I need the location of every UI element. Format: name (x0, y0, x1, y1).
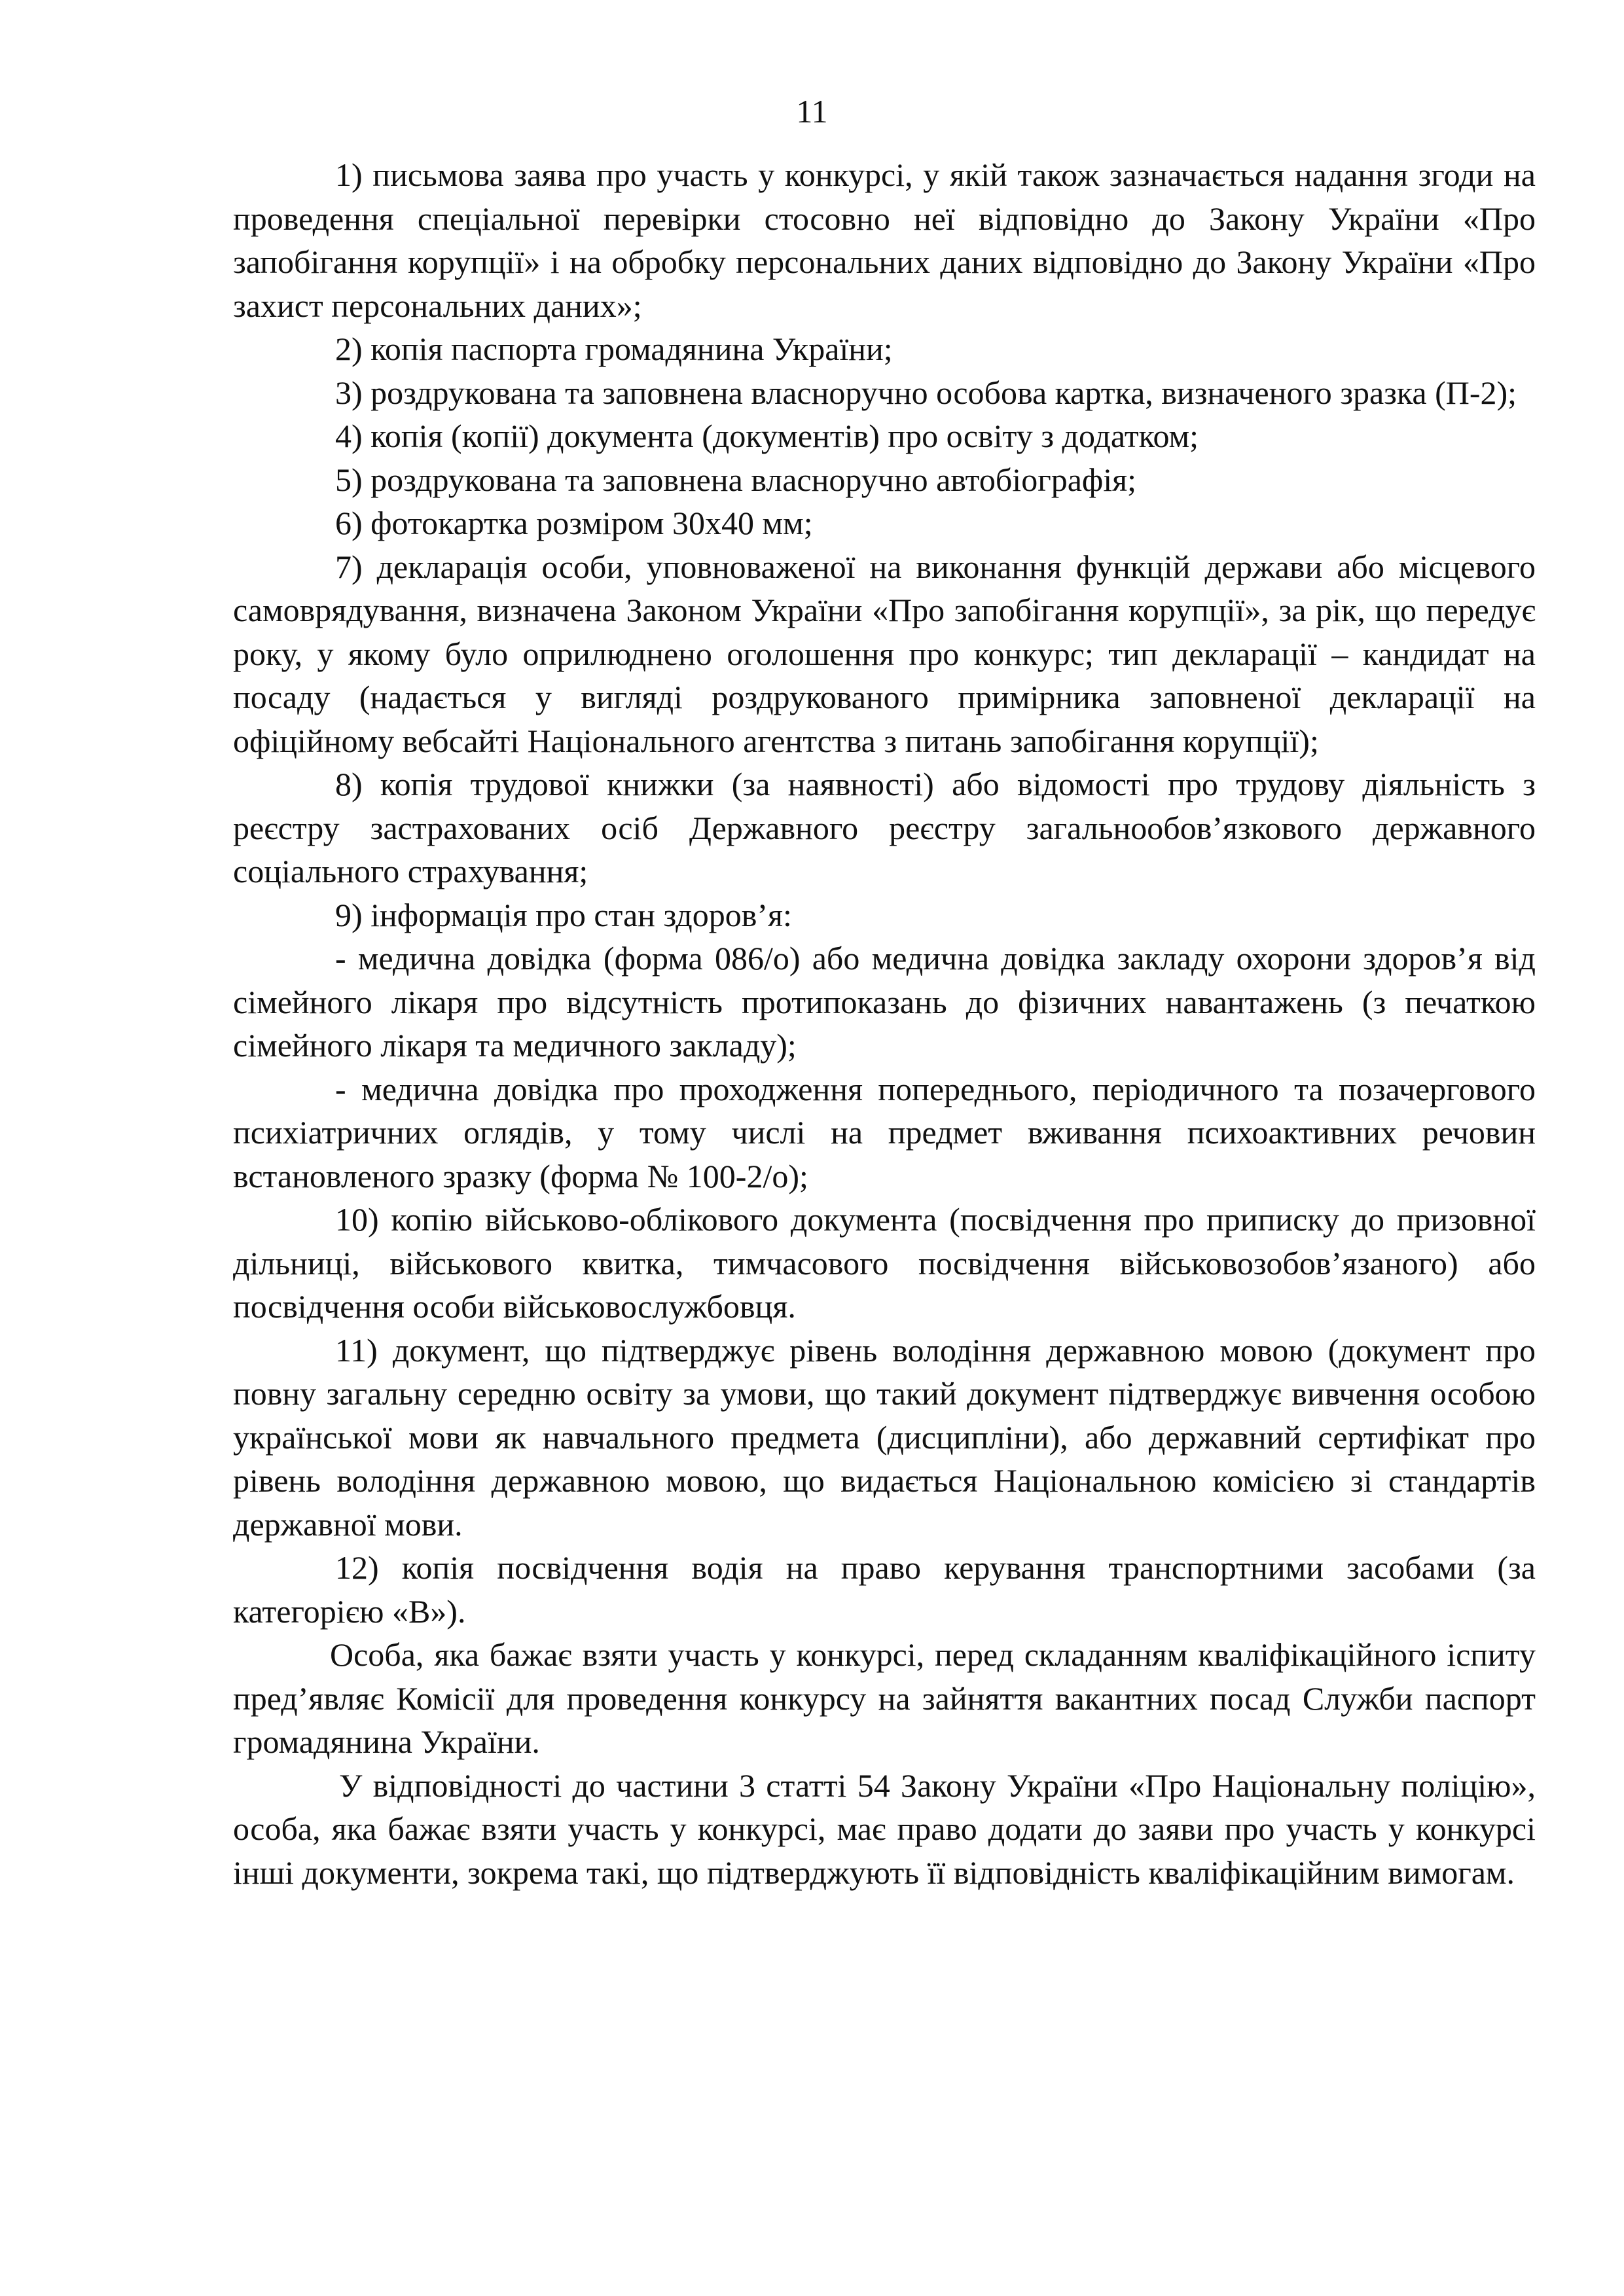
sub-item-medical-certificate: - медична довідка (форма 086/о) або медична довідка закладу охорони здоров’я від сімейного лікаря про відсутність протипоказань до фізичних навантажень (з печаткою сімейного лікаря та медичного закладу); (233, 940, 1536, 1064)
paragraph-exam-passport: Особа, яка бажає взяти участь у конкурсі, перед складанням кваліфікаційного іспиту пред’являє Комісії для проведення конкурсу на зайняття вакантних посад Служби паспорт громадянина України. (233, 1636, 1536, 1760)
page-number: 11 (796, 93, 828, 130)
list-item-application: 1) письмова заява про участь у конкурсі, у якій також зазначається надання згоди на проведення спеціальної перевірки стосовно неї відповідно до Закону України «Про запобігання корупції» і на обробку персональних даних відповідно до Закону України «Про захист персональних даних»; (233, 156, 1536, 324)
list-item-photo: 6) фотокартка розміром 30х40 мм; (335, 505, 813, 541)
list-item-language-document: 11) документ, що підтверджує рівень володіння державною мовою (документ про повну загальну середню освіту за умови, що такий документ підтверджує вивчення особою української мови як навчального предмета (дисципліни), або державний сертифікат про рівень володіння державною мовою, що видається Національною комісією зі стандартів державної мови. (233, 1331, 1536, 1543)
list-item-declaration: 7) декларація особи, уповноваженої на виконання функцій держави або місцевого самоврядування, визначена Законом України «Про запобігання корупції», за рік, що передує року, у якому було оприлюднено оголошення про конкурс; тип декларації – кандидат на посаду (надається у вигляді роздрукованого примірника заповненої декларації на офіційному вебсайті Національного агентства з питань запобігання корупції); (233, 548, 1536, 759)
list-item-military-document: 10) копію військово-облікового документа (посвідчення про приписку до призовної дільниці, військового квитка, тимчасового посвідчення військовозобов’язаного) або посвідчення особи військовослужбовця. (233, 1201, 1536, 1325)
paragraph-additional-documents: У відповідності до частини 3 статті 54 Закону України «Про Національну поліцію», особа, яка бажає взяти участь у конкурсі, має право додати до заяви про участь у конкурсі інші документи, зокрема такі, що підтверджують її відповідність кваліфікаційним вимогам. (233, 1767, 1536, 1891)
list-item-personal-card: 3) роздрукована та заповнена власноручно особова картка, визначеного зразка (П-2); (335, 374, 1517, 411)
list-item-work-record: 8) копія трудової книжки (за наявності) або відомості про трудову діяльність з реєстру застрахованих осіб Державного реєстру загальнообов’язкового державного соціального страхування; (233, 766, 1536, 889)
list-item-driver-license: 12) копія посвідчення водія на право керування транспортними засобами (за категорією «В»). (233, 1549, 1536, 1630)
list-item-health-info: 9) інформація про стан здоров’я: (335, 896, 792, 933)
list-item-autobiography: 5) роздрукована та заповнена власноручно автобіографія; (335, 461, 1137, 498)
list-item-education-copy: 4) копія (копії) документа (документів) про освіту з додатком; (335, 418, 1199, 454)
list-item-passport-copy: 2) копія паспорта громадянина України; (335, 331, 893, 367)
document-body (233, 153, 1536, 1894)
sub-item-psychiatric-certificate: - медична довідка про проходження попереднього, періодичного та позачергового психіатричних оглядів, у тому числі на предмет вживання психоактивних речовин встановленого зразку (форма № 100-2/о); (233, 1070, 1536, 1194)
